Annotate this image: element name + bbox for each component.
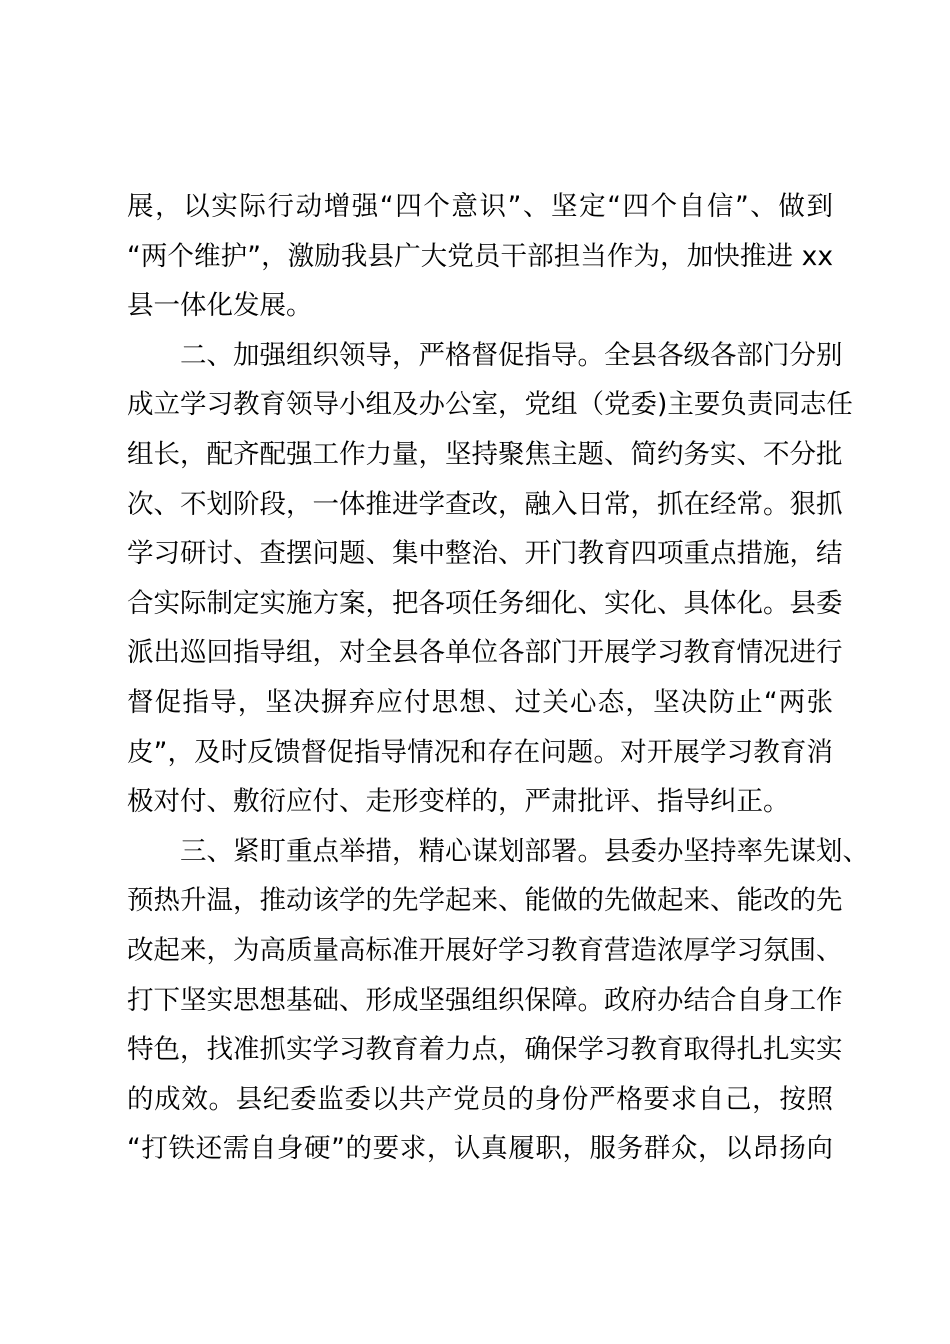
text-line: “两个维护”，激励我县广大党员干部担当作为，加快推进 xx bbox=[127, 240, 833, 272]
text-line: 展，以实际行动增强“四个意识”、坚定“四个自信”、做到 bbox=[127, 191, 833, 222]
text-line: 合实际制定实施方案，把各项任务细化、实化、具体化。县委 bbox=[127, 587, 843, 619]
text-line: 二、加强组织领导，严格督促指导。全县各级各部门分别 bbox=[127, 339, 843, 371]
text-line: 极对付、敷衍应付、走形变样的，严肃批评、指导纠正。 bbox=[127, 786, 790, 818]
text-line: 皮”，及时反馈督促指导情况和存在问题。对开展学习教育消 bbox=[127, 736, 833, 768]
text-line: 督促指导，坚决摒弃应付思想、过关心态，坚决防止“两张 bbox=[127, 686, 833, 718]
document-body bbox=[127, 182, 869, 1174]
text-line: 学习研讨、查摆问题、集中整治、开门教育四项重点措施，结 bbox=[127, 538, 843, 570]
text-line: 次、不划阶段，一体推进学查改，融入日常，抓在经常。狠抓 bbox=[127, 488, 843, 520]
text-line: 成立学习教育领导小组及办公室，党组（党委)主要负责同志任 bbox=[127, 389, 853, 421]
text-line: 打下坚实思想基础、形成坚强组织保障。政府办结合自身工作 bbox=[127, 984, 843, 1016]
text-line: 特色，找准抓实学习教育着力点，确保学习教育取得扎扎实实 bbox=[127, 1034, 843, 1066]
text-line: 派出巡回指导组，对全县各单位各部门开展学习教育情况进行 bbox=[127, 637, 843, 669]
text-line: 组长，配齐配强工作力量，坚持聚焦主题、简约务实、不分批 bbox=[127, 438, 843, 470]
text-line: 改起来，为高质量高标准开展好学习教育营造浓厚学习氛围、 bbox=[127, 934, 843, 966]
text-line: “打铁还需自身硬”的要求，认真履职，服务群众，以昂扬向 bbox=[127, 1133, 833, 1165]
text-line: 三、紧盯重点举措，精心谋划部署。县委办坚持率先谋划、 bbox=[127, 835, 869, 867]
text-line: 县一体化发展。 bbox=[127, 290, 313, 322]
text-line: 预热升温，推动该学的先学起来、能做的先做起来、能改的先 bbox=[127, 885, 843, 917]
text-line: 的成效。县纪委监委以共产党员的身份严格要求自己，按照 bbox=[127, 1083, 833, 1115]
